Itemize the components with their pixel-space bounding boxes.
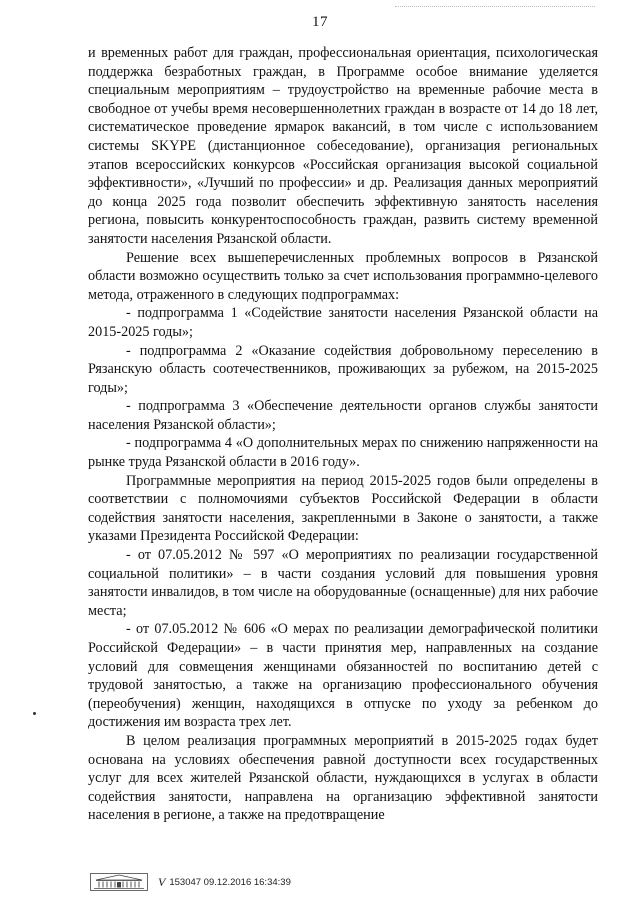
list-item-subprogram-3: - подпрограмма 3 «Обеспечение деятельности органов службы занятости населения Рязанской области»;: [88, 398, 598, 433]
document-body: [88, 44, 598, 825]
scan-artifact-line: [395, 6, 595, 7]
list-item-subprogram-1: - подпрограмма 1 «Содействие занятости населения Рязанской области на 2015-2025 годы»;: [88, 305, 598, 340]
paragraph-intro-continuation: и временных работ для граждан, профессиональная ориентация, психологическая поддержка безработных граждан, в Программе особое внимание уделяется специальным мероприятиям – трудоустройство на временные рабочие места в свободное от учебы время несовершеннолетних граждан в возрасте от 14 до 18 лет, систематическое проведение ярмарок вакансий, в том числе с использованием системы SKYPE (дистанционное собеседование), организация региональных этапов всероссийских конкурсов «Российская организация высокой социальной эффективности», «Лучший по профессии» и др. Реализация данных мероприятий до конца 2025 года позволит обеспечить эффективную занятость населения региона, повысить конкурентоспособность граждан, развить систему временной занятости населения Рязанской области.: [88, 45, 598, 247]
list-item-subprogram-2: - подпрограмма 2 «Оказание содействия добровольному переселению в Рязанскую область соотечественников, проживающих за рубежом, на 2015-2025 годы»;: [88, 342, 598, 396]
signature-mark: V: [158, 874, 166, 889]
margin-dot-artifact: [33, 712, 36, 715]
paragraph-program-method: Решение всех вышеперечисленных проблемных вопросов в Рязанской области возможно осуществить только за счет использования программно-целевого метода, отраженного в следующих подпрограммах:: [88, 249, 598, 303]
registration-stamp: 153047 09.12.2016 16:34:39: [169, 876, 291, 888]
list-item-decree-597: - от 07.05.2012 № 597 «О мероприятиях по реализации государственной социальной политики» – в части создания условий для повышения уровня занятости инвалидов, в том числе на оборудованные (оснащенные) для них рабочие места;: [88, 547, 598, 619]
building-seal-icon: [90, 873, 148, 891]
list-item-decree-606: - от 07.05.2012 № 606 «О мерах по реализации демографической политики Российской Федерации» – в части принятия мер, направленных на создание условий для совмещения женщинами обязанностей по воспитанию детей с трудовой занятостью, а также на организацию профессионального обучения (переобучения) женщин, находящихся в отпуске по уходу за ребенком до достижения им возраста трех лет.: [88, 621, 598, 731]
paragraph-program-measures: Программные мероприятия на период 2015-2025 годов были определены в соответствии с полномочиями субъектов Российской Федерации в области содействия занятости населения, закрепленными в Законе о занятости, а также указами Президента Российской Федерации:: [88, 472, 598, 545]
page-number: 17: [312, 14, 328, 30]
list-item-subprogram-4: - подпрограмма 4 «О дополнительных мерах по снижению напряженности на рынке труда Рязанской области в 2016 году».: [88, 435, 598, 471]
paragraph-implementation: В целом реализация программных мероприятий в 2015-2025 годах будет основана на условиях обеспечения равной доступности всех государственных услуг для всех жителей Рязанской области, нуждающихся в услугах в области содействия занятости, направлена на организацию эффективной занятости населения в регионе, а также на предотвращение: [88, 732, 598, 824]
document-footer: [90, 872, 291, 892]
